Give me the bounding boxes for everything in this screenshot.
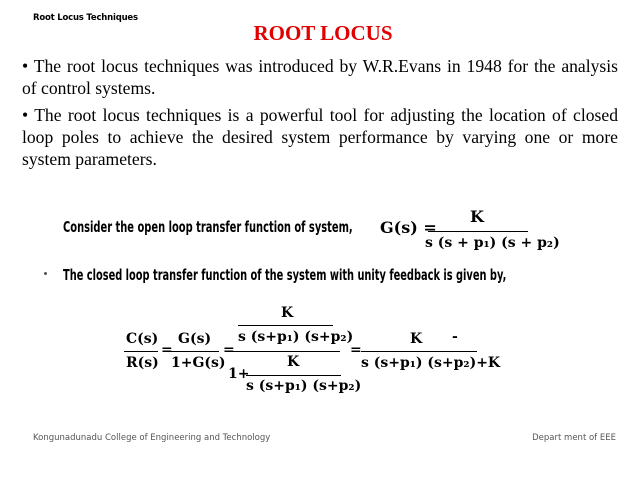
big-num-inner-bar [238, 325, 333, 326]
closed-loop-intro: The closed loop transfer function of the system with unity feedback is given by, [63, 266, 507, 284]
open-loop-intro: Consider the open loop transfer function of system, [63, 218, 353, 236]
bullet-list [22, 55, 618, 175]
footer-right: Depart ment of EEE [532, 433, 616, 443]
res-dash: - [452, 329, 458, 345]
gs-num: G(s) [178, 331, 212, 347]
eq-3: = [350, 342, 362, 358]
gs-den: 1+G(s) [171, 355, 226, 371]
big-den-inner-bar [246, 375, 341, 376]
g-fraction-bar [428, 231, 528, 232]
g-denominator: s (s + p₁) (s + p₂) [425, 235, 560, 251]
c-den: R(s) [126, 355, 159, 371]
gs-bar [171, 351, 219, 352]
big-num-k: K [281, 305, 294, 321]
res-bar [361, 351, 477, 352]
big-num-den: s (s+p₁) (s+p₂) [238, 329, 354, 345]
big-den-den: s (s+p₁) (s+p₂) [246, 378, 362, 394]
res-num: K [410, 331, 423, 347]
big-main-bar [232, 351, 340, 352]
eq-1: = [161, 342, 173, 358]
big-den-k: K [287, 354, 300, 370]
res-den: s (s+p₁) (s+p₂)+K [361, 355, 501, 371]
g-lhs: G(s) = [380, 218, 437, 237]
header-tag: Root Locus Techniques [33, 13, 138, 23]
c-bar [124, 351, 158, 352]
eq-2: = [223, 342, 235, 358]
bullet-item-2: • The root locus techniques is a powerful tool for adjusting the location of closed loop poles to achieve the desired system performance by varying one or more system parameters. [22, 105, 618, 169]
footer-left: Kongunadunadu College of Engineering and Technology [33, 433, 271, 443]
bullet-dot-decor [44, 272, 47, 275]
c-num: C(s) [126, 331, 159, 347]
bullet-item-1: • The root locus techniques was introduced by W.R.Evans in 1948 for the analysis of control systems. [22, 56, 618, 98]
page-title: ROOT LOCUS [253, 21, 393, 45]
g-numerator: K [470, 207, 484, 226]
big-den-one: 1+ [228, 366, 250, 382]
